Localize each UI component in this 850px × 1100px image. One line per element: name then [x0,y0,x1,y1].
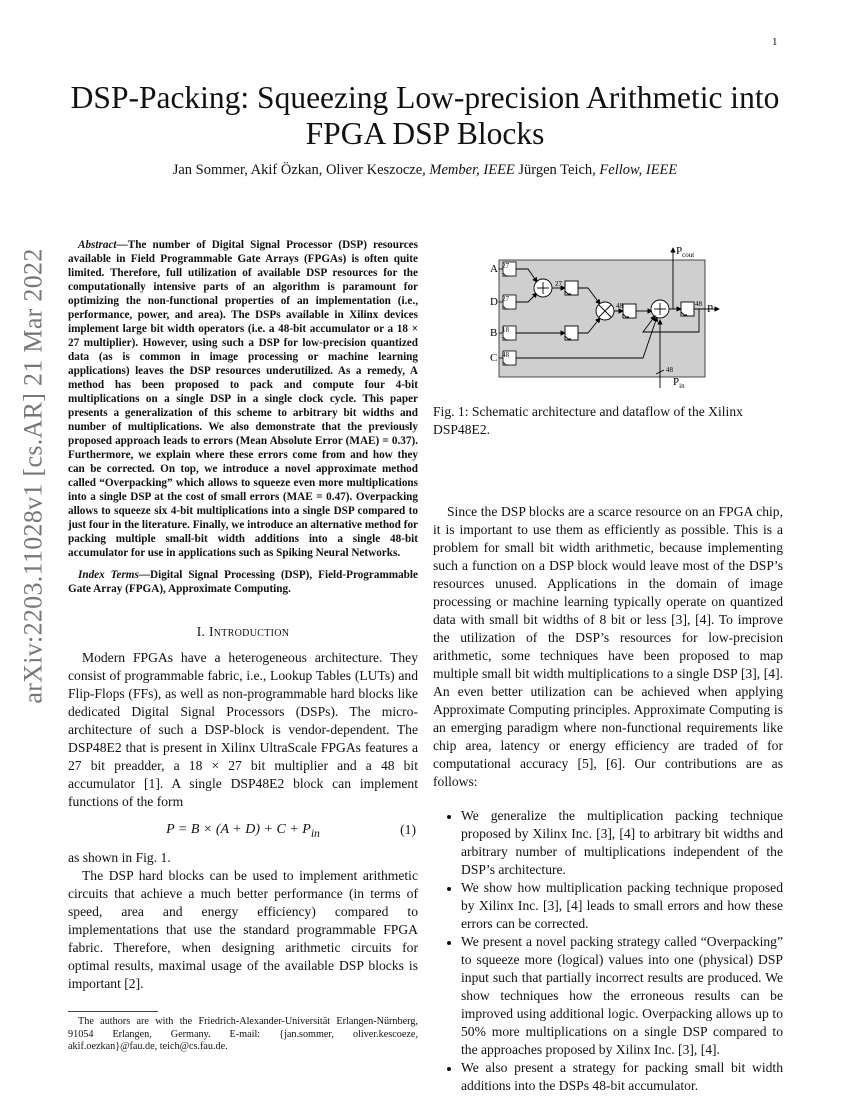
index-terms [68,568,418,596]
paragraph: Modern FPGAs have a heterogeneous architecture. They consist of programmable fabric, i.e., Lookup Tables (LUTs) and Flip-Flops (FFs), as well as non-programmable hard blocks like dedicated Digital Signal Processors (DSPs). The micro-architecture of such a DSP-block is vendor-dependent. The DSP48E2 that is present in Xilinx UltraScale FPGAs features a 27 bit preadder, a 18 × 27 bit multiplier and a 48 bit accumulator [1]. A single DSP48E2 block can implement functions of the form [68,650,418,809]
page-number: 1 [772,36,778,48]
section-title: Introduction [208,624,290,639]
author-line [60,162,790,179]
input-label-c: C [490,352,498,364]
footnote-rule [68,1011,158,1012]
footnote: The authors are with the Friedrich-Alexander-Universität Erlangen-Nürnberg, 91054 Erlangen, Germany. E-mail: {jan.sommer, oliver.kescoeze, akif.oezkan}@fau.de, teich@cs.fau.de. [68,1016,418,1052]
list-item: • We present a novel packing strategy called “Overpacking” to squeeze more (logical) values into one (physical) DSP input such that partially incorrect results are produced. We show techniques how the erroneous results can be improved using additional logic. Overpacking allows up to 50% more multiplications on a single DSP compared to the approaches proposed by Xilinx Inc. [3], [4]. [461,933,783,1059]
pcout-label-sub: cout [682,251,695,259]
width-preadder: 27 [555,280,562,288]
arxiv-id: arXiv:2203.11028v1 [cs.AR] 21 Mar 2022 [19,248,48,704]
abstract [68,238,418,560]
index-terms-text: —Digital Signal Processing (DSP), Field-Programmable Gate Array (FPGA), Approximate Computing. [68,569,418,595]
section-heading [68,623,418,641]
dsp-schematic [433,220,783,392]
list-item: • We generalize the multiplication packing technique proposed by Xilinx Inc. [3], [4] to arbitrary bit widths and arbitrary number of multiplications independent of the DSP’s architecture. [461,807,783,879]
output-label: P [707,303,714,315]
section-numeral: I. [196,624,209,639]
paragraph: Since the DSP blocks are a scarce resource on an FPGA chip, it is important to use them as efficiently as possible. This is a problem for small bit width arithmetic, because implementing such a function on a DSP block would leave most of the DSP’s resources unused. Applications in the domain of image processing or machine learning typically operate on quantized data with small bit widths of 8 bit or less [3], [4]. To improve the utilization of the DSP’s resources for low-precision arithmetic, some techniques have been proposed to map multiple small bit width multiplications to a single DSP [3], [4]. An even better utilization can be achieved when applying Approximate Computing principles. Approximate Computing is an emerging paradigm where non-functional requirements like chip area, latency or energy efficiency are traded of for computational accuracy [5], [6]. Our contributions are as follows: [433,504,783,789]
width-multiplier: 48 [616,302,623,310]
equation-subscript: in [310,826,320,840]
abstract-text: —The number of Digital Signal Processor (DSP) resources available in Field Programmable Gate Arrays (FPGAs) is often quite limited. Therefore, full utilization of available DSP resources for the computationally intensive parts of an algorithm is paramount for optimizing the non-functional properties of an implementation (i.e., performance, power, and area). The DSPs available in Xilinx devices implement large bit width operators (i.e. a 48-bit accumulator or a 18 × 27 multiplier). However, using such a DSP for low-precision quantized data (as is common in image processing or machine learning applications) leaves the DSP resources underutilized. As a remedy, A method has been proposed to pack and compute four 4-bit multiplications on a single DSP in a single clock cycle. This paper presents a generalization of this scheme to arbitrary bit widths and number of multiplications. We also demonstrate that the previously proposed approach leads to errors (Mean Absolute Error (MAE) = 0.37). Furthermore, we explain where these errors come from and how they can be corrected. On top, we introduce a novel approximate method called “Overpacking” which allows to squeeze even more multiplications into a single DSP at the cost of small errors (MAE = 0.47). Overpacking allows to squeeze six 4-bit multiplications into a single DSP compared to just four in the literature. Finally, we introduce an alternative method for packing multiple small-bit width additions into a single 48-bit accumulator for use in applications such as Spiking Neural Networks. [68,239,418,559]
pin-label-main: P [673,376,680,388]
equation-text: P = B × (A + D) + C + P [166,822,311,837]
width-c: 48 [502,351,509,359]
author-names: Jürgen Teich, [514,162,600,178]
list-item: • We also present a strategy for packing small bit width additions into the DSPs 48-bit accumulator. [461,1059,783,1095]
contributions-list [433,807,783,1095]
width-b: 18 [502,326,509,334]
input-label-a: A [490,263,498,275]
author-role: Member, IEEE [429,162,515,178]
input-label-b: B [490,327,498,339]
pcout-label [676,245,694,259]
pcout-label-main: P [676,245,683,257]
paragraph: as shown in Fig. 1. [68,850,171,865]
list-item: • We show how multiplication packing technique proposed by Xilinx Inc. [3], [4] leads to small errors and how these errors can be corrected. [461,879,783,933]
width-output: 48 [695,300,702,308]
pin-label [673,376,685,390]
author-role: Fellow, IEEE [599,162,678,178]
equation-number: (1) [400,822,416,837]
left-column [68,238,418,1054]
index-terms-label: Index Terms [78,569,139,581]
equation [68,817,418,845]
author-names: Jan Sommer, Akif Özkan, Oliver Keszocze, [172,162,430,178]
pin-label-sub: in [679,382,685,390]
figure-caption: Fig. 1: Schematic architecture and dataflow of the Xilinx DSP48E2. [433,404,743,437]
right-column [433,220,783,1095]
width-pin: 48 [666,366,673,374]
paper-title: DSP-Packing: Squeezing Low-precision Arithmetic into FPGA DSP Blocks [70,80,780,151]
width-a: 27 [502,262,509,270]
arxiv-stamp [4,248,64,704]
equation-body [68,821,418,843]
width-d: 27 [502,295,509,303]
abstract-label: Abstract [78,239,117,251]
input-label-d: D [490,296,498,308]
paragraph: The DSP hard blocks can be used to implement arithmetic circuits that achieve a much better performance (in terms of speed, area and energy efficiency) compared to implementations that use the standard programmable FPGA fabric. Therefore, when designing arithmetic circuits for optimal results, maximal usage of the available DSP blocks is important [2]. [68,868,418,991]
